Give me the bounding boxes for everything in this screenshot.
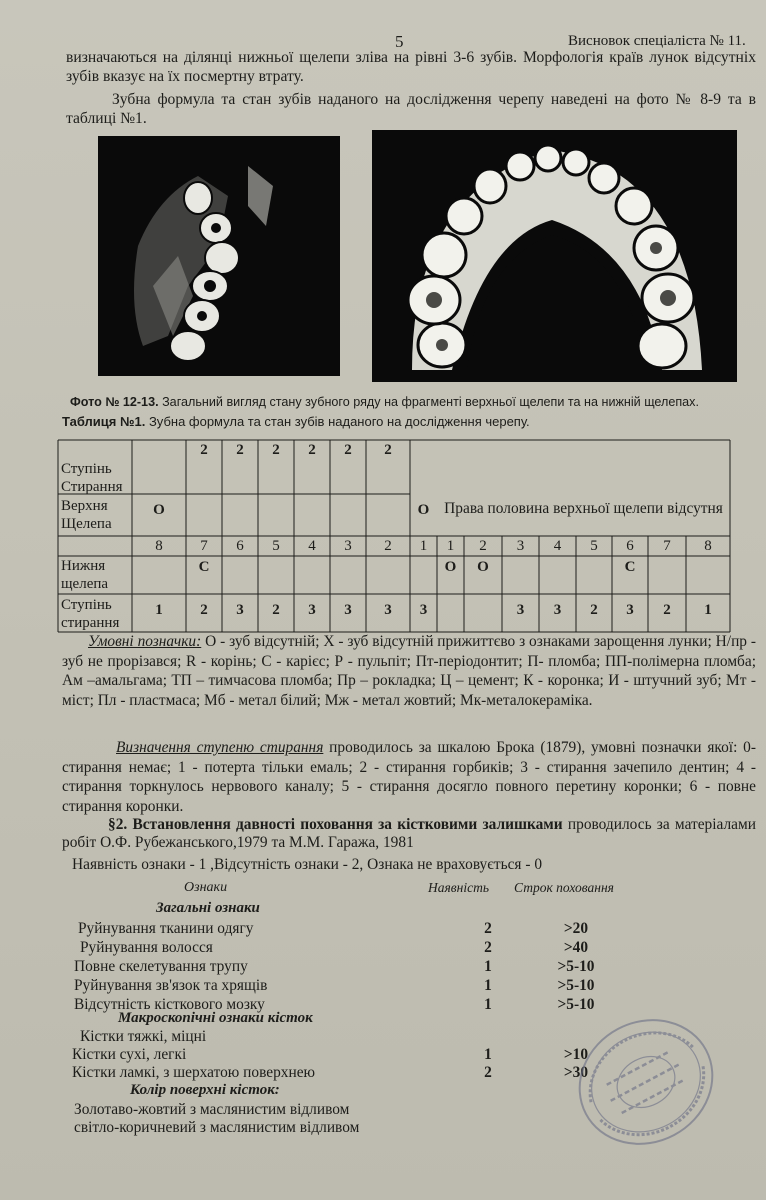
lower-wear-cell: 3 xyxy=(553,602,562,618)
table-caption-label: Таблиця №1. xyxy=(62,414,146,429)
table-caption-text: Зубна формула та стан зубів наданого на дослідження черепу. xyxy=(145,414,530,429)
legend-paragraph xyxy=(62,632,756,710)
sign-term: >5-10 xyxy=(557,958,595,975)
lower-wear-cell: 2 xyxy=(590,602,598,618)
tooth-number-cell: 4 xyxy=(553,538,562,554)
label-lower-jaw: Нижня щелепа xyxy=(61,558,109,592)
lower-state-cell: С xyxy=(198,559,210,575)
sign-label: світло-коричневий з маслянистим відливом xyxy=(74,1119,360,1136)
sign-term: >10 xyxy=(563,1046,589,1063)
tooth-number-cell: 7 xyxy=(663,538,671,554)
sign-term: >30 xyxy=(563,1064,589,1081)
tooth-number-cell: 3 xyxy=(344,538,352,554)
upper-wear-cell: 2 xyxy=(384,442,392,458)
lower-wear-cell: 3 xyxy=(308,602,316,618)
upper-wear-cell: 2 xyxy=(344,442,352,458)
presence-legend: Наявність ознаки - 1 ,Відсутність ознаки - 2, Ознака не враховується - 0 xyxy=(72,856,543,873)
tooth-number-cell: 8 xyxy=(155,538,163,554)
tooth-number-cell: 1 xyxy=(419,538,428,554)
section-2-title: §2. Встановлення давності поховання за кістковими залишками xyxy=(108,816,563,833)
sign-term: >5-10 xyxy=(557,977,595,994)
general-sign-row xyxy=(0,939,766,957)
tooth-number-cell: 8 xyxy=(704,538,712,554)
sign-label: Повне скелетування трупу xyxy=(74,958,248,975)
lower-state-cell: С xyxy=(624,559,636,575)
general-sign-row xyxy=(0,958,766,976)
sign-presence: 1 xyxy=(484,996,492,1013)
sign-presence: 2 xyxy=(484,920,492,937)
intro-paragraph-2: Зубна формула та стан зубів наданого на дослідження черепу наведені на фото № 8-9 та в таблиці №1. xyxy=(66,91,756,127)
group-color-signs: Колір поверхні кісток: xyxy=(130,1082,280,1098)
legend-body: О - зуб відсутній; Х - зуб відсутній прижиттєво з ознаками зарощення лунки; Н/пр - зуб не прорізався; R - корінь; С - карієс; Р - пульпіт; Пт-періодонтит; П- пломба; ПП-полімерна пломба; Ам –амальгама; ТП – тимчасова пломба; Пр – рокладка; Ц – цемент; К - коронка; И - штучний зуб; Мт - міст; Пл - пластмаса; Мб - метал білий; Мж - метал жовтий; Мк-металокераміка. xyxy=(62,633,756,709)
intro-paragraph-1: визначаються на ділянці нижньої щелепи зліва на рівні 3-6 зубів. Морфологія країв лунок відсутніх зубів вказує на їх посмертну втрату. xyxy=(66,49,756,85)
sign-presence: 2 xyxy=(484,1064,492,1081)
sign-label: Руйнування зв'язок та хрящів xyxy=(74,977,268,994)
lower-wear-cell: 3 xyxy=(344,602,352,618)
sign-label: Кістки ламкі, з шерхатою поверхнею xyxy=(72,1064,316,1081)
wear-scale-title: Визначення ступеню стирання xyxy=(116,739,324,756)
lower-wear-cell: 3 xyxy=(236,602,244,618)
document-title: Висновок спеціаліста № 11. xyxy=(568,33,746,49)
sign-term: >20 xyxy=(563,920,589,937)
lower-wear-cell: 2 xyxy=(200,602,208,618)
lower-wear-cell: 3 xyxy=(419,602,428,618)
official-stamp xyxy=(570,1002,722,1162)
group-general-signs: Загальні ознаки xyxy=(156,900,260,916)
label-upper-jaw: Верхня Щелепа xyxy=(61,498,112,532)
upper-wear-cell: 2 xyxy=(200,442,208,458)
sign-label: Кістки сухі, легкі xyxy=(72,1046,187,1063)
label-upper-wear: Ступінь Стирання xyxy=(61,461,123,495)
col-header-term: Строк поховання xyxy=(514,880,614,895)
upper-right-missing-note: Права половина верхньої щелепи відсутня xyxy=(444,500,723,517)
lower-state-cell: О xyxy=(477,559,489,575)
col-header-sign: Ознаки xyxy=(184,880,228,895)
upper-state-cell: О xyxy=(417,502,430,518)
lower-wear-cell: 2 xyxy=(272,602,280,618)
lower-wear-cell: 3 xyxy=(516,602,525,618)
upper-wear-cell: 2 xyxy=(272,442,280,458)
tooth-number-cell: 1 xyxy=(446,538,455,554)
col-header-presence: Наявність xyxy=(428,880,489,895)
upper-wear-cell: 2 xyxy=(308,442,316,458)
lower-wear-cell: 1 xyxy=(704,602,712,618)
tooth-number-cell: 4 xyxy=(308,538,316,554)
general-sign-row xyxy=(0,977,766,995)
sign-presence: 1 xyxy=(484,958,492,975)
tooth-number-cell: 7 xyxy=(200,538,208,554)
section-2-text: проводилось за матеріалами робіт О.Ф. Рубежанського,1979 та М.М. Гаража, 1981 xyxy=(62,816,756,851)
photo-caption-text: Загальний вигляд стану зубного ряду на фрагменті верхньої щелепи та на нижній щелепах. xyxy=(158,395,699,409)
lower-wear-cell: 1 xyxy=(155,602,163,618)
group-macro-signs: Макроскопічні ознаки кісток xyxy=(118,1010,313,1026)
sign-label: Золотаво-жовтий з маслянистим відливом xyxy=(74,1101,350,1118)
label-lower-wear: Ступінь стирання xyxy=(61,597,120,631)
page-number: 5 xyxy=(395,32,404,51)
sign-term: >40 xyxy=(563,939,589,956)
tooth-number-cell: 6 xyxy=(626,538,634,554)
tooth-number-cell: 5 xyxy=(590,538,598,554)
sign-presence: 1 xyxy=(484,1046,492,1063)
wear-scale-paragraph xyxy=(62,738,756,816)
tooth-number-cell: 2 xyxy=(479,538,487,554)
sign-label: Руйнування тканини одягу xyxy=(78,920,254,937)
tooth-number-cell: 5 xyxy=(272,538,280,554)
wear-scale-body: проводилось за шкалою Брока (1879), умовні позначки якої: 0- стирання немає; 1 - потерта тільки емаль; 2 - стирання горбиків; 3 - стирання зачепило дентин; 4 - стирання торкнулось нервового каналу; 5 - стирання досягло повного перетину коронки; 6 - повне стирання коронки. xyxy=(62,739,756,815)
general-sign-row xyxy=(0,920,766,938)
photo-caption-label: Фото № 12-13. xyxy=(70,395,159,409)
tooth-number-cell: 3 xyxy=(516,538,525,554)
tooth-number-cell: 6 xyxy=(236,538,244,554)
sign-presence: 2 xyxy=(484,939,492,956)
upper-state-cell: О xyxy=(153,502,165,518)
lower-wear-cell: 3 xyxy=(384,602,392,618)
sign-term: >5-10 xyxy=(557,996,595,1013)
sign-label: Руйнування волосся xyxy=(80,939,213,956)
lower-state-cell: О xyxy=(444,559,457,575)
sign-label: Кістки тяжкі, міцні xyxy=(80,1028,207,1045)
sign-label: Відсутність кісткового мозку xyxy=(74,996,265,1013)
tooth-number-cell: 2 xyxy=(384,538,392,554)
lower-wear-cell: 3 xyxy=(626,602,634,618)
lower-wear-cell: 2 xyxy=(663,602,671,618)
legend-title: Умовні позначки: xyxy=(88,633,202,650)
upper-wear-cell: 2 xyxy=(236,442,244,458)
sign-presence: 1 xyxy=(484,977,492,994)
section-2-heading xyxy=(62,816,756,852)
